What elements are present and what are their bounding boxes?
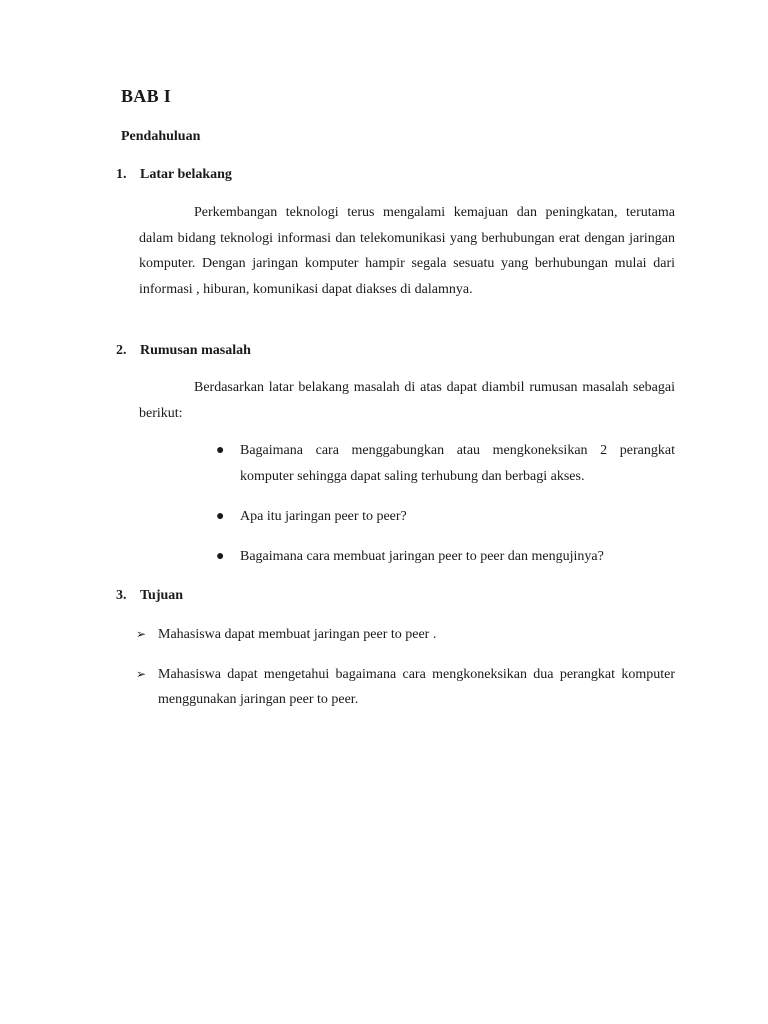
section-number: 2. <box>116 343 127 358</box>
problem-paragraph <box>139 375 675 426</box>
chapter-subtitle: Pendahuluan <box>121 129 201 144</box>
problem-paragraph-text: Berdasarkan latar belakang masalah di atas dapat diambil rumusan masalah sebagai berikut: <box>139 380 675 421</box>
section-number: 1. <box>116 167 127 182</box>
bullet-marker: ● <box>216 443 225 458</box>
goal-item: Mahasiswa dapat mengetahui bagaimana cara mengkoneksikan dua perangkat komputer menggunakan jaringan peer to peer. <box>158 667 675 707</box>
problem-bullet-item: Bagaimana cara membuat jaringan peer to peer dan mengujinya? <box>240 549 604 564</box>
section-heading-text: Rumusan masalah <box>140 343 251 358</box>
section-heading-latar-belakang <box>116 167 676 187</box>
problem-bullet-item: Bagaimana cara menggabungkan atau mengkoneksikan 2 perangkat komputer sehingga dapat saling terhubung dan berbagi akses. <box>240 443 675 484</box>
problem-bullet-item: Apa itu jaringan peer to peer? <box>240 509 407 524</box>
background-paragraph <box>139 200 675 302</box>
section-heading-text: Latar belakang <box>140 167 232 182</box>
section-heading-text: Tujuan <box>140 588 184 603</box>
arrow-bullet-icon: ➢ <box>136 627 147 641</box>
background-paragraph-text: Perkembangan teknologi terus mengalami kemajuan dan peningkatan, terutama dalam bidang teknologi informasi dan telekomunikasi yang berhubungan erat dengan jaringan komputer. Dengan jaringan komputer hampir segala sesuatu yang berhubungan mulai dari informasi , hiburan, komunikasi dapat diakses di dalamnya. <box>139 205 675 297</box>
section-heading-tujuan <box>116 588 676 608</box>
chapter-title: BAB I <box>121 86 172 106</box>
bullet-marker: ● <box>216 509 225 524</box>
bullet-marker: ● <box>216 549 225 564</box>
goal-item: Mahasiswa dapat membuat jaringan peer to peer . <box>158 627 437 642</box>
arrow-bullet-icon: ➢ <box>136 667 147 681</box>
section-heading-rumusan-masalah <box>116 343 676 363</box>
section-number: 3. <box>116 588 127 603</box>
